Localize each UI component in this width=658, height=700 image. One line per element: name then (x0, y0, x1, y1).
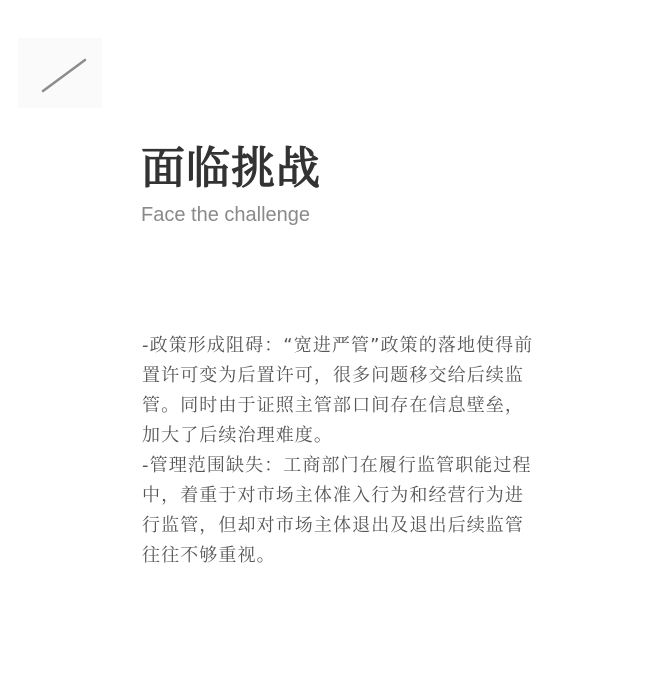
section-subtitle: Face the challenge (141, 204, 311, 226)
paragraph-policy-obstacle: -政策形成阻碍：“宽进严管”政策的落地使得前置许可变为后置许可，很多问题移交给后续监管。同时由于证照主管部口间存在信息壁垒，加大了后续治理难度。 (142, 335, 534, 446)
section-title: 面临挑战 (141, 143, 321, 194)
decorative-tile (18, 38, 102, 108)
content-body (142, 331, 534, 571)
slash-line-icon (18, 38, 102, 108)
paragraph-management-gap: -管理范围缺失：工商部门在履行监管职能过程中，着重于对市场主体准入行为和经营行为进行监管，但却对市场主体退出及退出后续监管往往不够重视。 (142, 455, 532, 566)
